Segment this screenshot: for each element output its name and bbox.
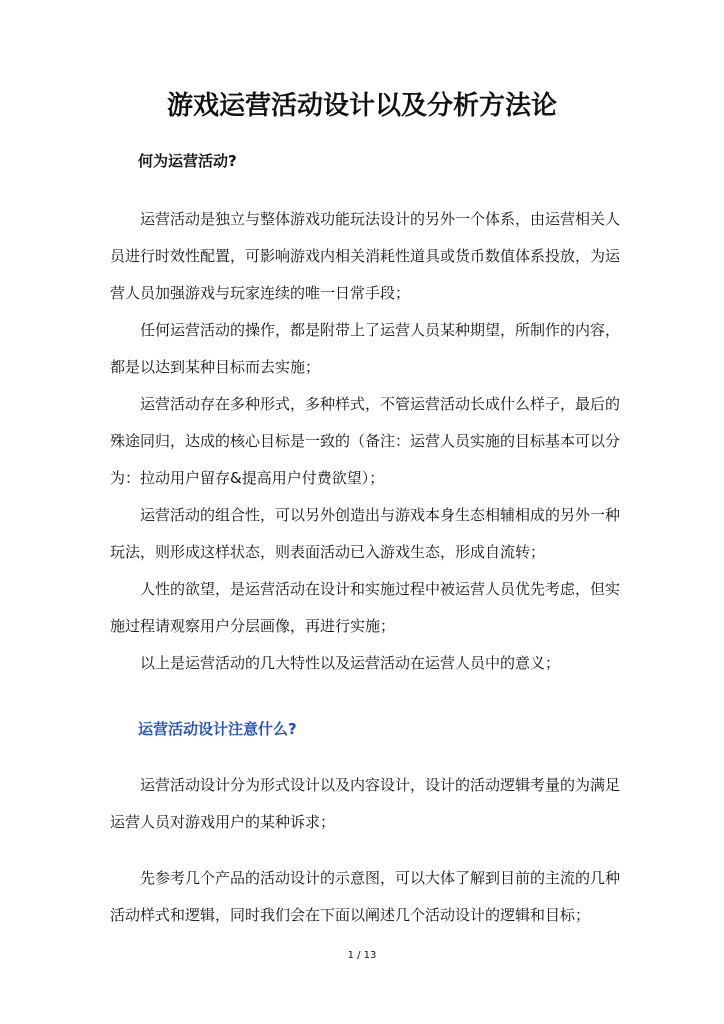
paragraph-purpose: 任何运营活动的操作，都是附带上了运营人员某种期望，所制作的内容，都是以达到某种目标而去实施； [110,321,621,376]
paragraph-design-types: 运营活动设计分为形式设计以及内容设计，设计的活动逻辑考量的为满足运营人员对游戏用户的某种诉求； [110,776,621,831]
paragraph-human-desire: 人性的欲望，是运营活动在设计和实施过程中被运营人员优先考虑，但实施过程请观察用户分层画像，再进行实施； [110,580,621,635]
paragraph-summary: 以上是运营活动的几大特性以及运营活动在运营人员中的意义； [140,654,561,672]
section-heading-what-is-operation-activity: 何为运营活动? [138,152,237,170]
paragraph-forms: 运营活动存在多种形式，多种样式，不管运营活动长成什么样子，最后的殊途同归，达成的核心目标是一致的（备注：运营人员实施的目标基本可以分为：拉动用户留存&提高用户付费欲望）； [110,395,621,487]
paragraph-reference-examples: 先参考几个产品的活动设计的示意图，可以大体了解到目前的主流的几种活动样式和逻辑，同时我们会在下面以阐述几个活动设计的逻辑和目标； [110,869,621,924]
page-number: 1 / 13 [347,950,377,961]
document-title: 游戏运营活动设计以及分析方法论 [166,91,557,121]
paragraph-combination: 运营活动的组合性，可以另外创造出与游戏本身生态相辅相成的另外一种玩法，则形成这样状态，则表面活动已入游戏生态，形成自流转； [110,506,621,561]
paragraph-definition: 运营活动是独立与整体游戏功能玩法设计的另外一个体系，由运营相关人员进行时效性配置，可影响游戏内相关消耗性道具或货币数值体系投放，为运营人员加强游戏与玩家连续的唯一日常手段； [110,210,621,302]
section-heading-design-notes: 运营活动设计注意什么? [138,720,297,738]
